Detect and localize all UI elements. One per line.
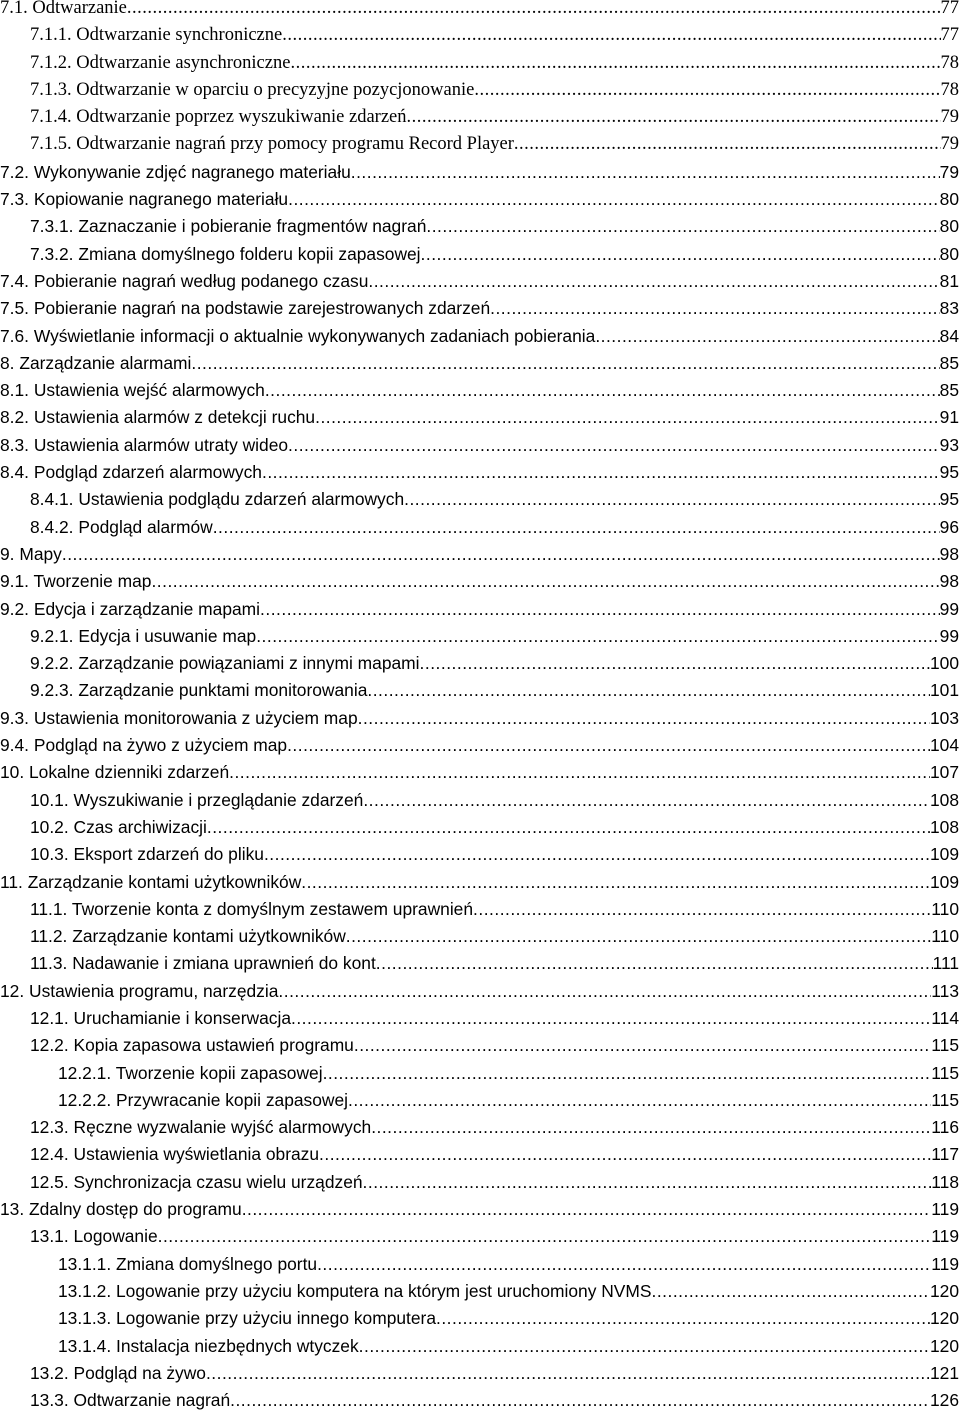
dot-leader bbox=[242, 1196, 932, 1223]
toc-entry-page-number: 80 bbox=[939, 216, 959, 237]
toc-entry-page-number: 95 bbox=[939, 489, 959, 510]
toc-entry-page-number: 119 bbox=[931, 1226, 959, 1247]
toc-entry[interactable] bbox=[0, 759, 960, 786]
toc-entry[interactable] bbox=[0, 268, 960, 295]
toc-entry[interactable] bbox=[0, 568, 960, 595]
toc-entry-page-number: 95 bbox=[939, 462, 959, 483]
toc-entry[interactable] bbox=[0, 787, 960, 814]
toc-entry[interactable] bbox=[0, 459, 960, 486]
dot-leader bbox=[514, 131, 941, 158]
toc-entry-title: 7.4. Pobieranie nagrań według podanego czasu bbox=[0, 270, 369, 291]
toc-entry[interactable] bbox=[0, 650, 960, 677]
dot-leader bbox=[287, 732, 930, 759]
toc-entry-title: 12.4. Ustawienia wyświetlania obrazu bbox=[30, 1144, 320, 1165]
dot-leader bbox=[290, 50, 940, 77]
toc-entry-page-number: 120 bbox=[929, 1308, 959, 1329]
toc-entry-title: 13.3. Odtwarzanie nagrań bbox=[30, 1390, 231, 1411]
toc-entry-title: 9.2.3. Zarządzanie punktami monitorowania bbox=[30, 680, 368, 701]
toc-entry-page-number: 109 bbox=[929, 871, 959, 892]
toc-entry[interactable] bbox=[0, 1196, 960, 1223]
toc-entry-title: 9.2.1. Edycja i usuwanie map bbox=[30, 625, 257, 646]
toc-entry-page-number: 100 bbox=[929, 653, 959, 674]
toc-entry-page-number: 115 bbox=[931, 1035, 959, 1056]
toc-entry-page-number: 116 bbox=[931, 1117, 959, 1138]
toc-entry-title: 13.1. Logowanie bbox=[30, 1226, 158, 1247]
toc-entry-title: 13.1.2. Logowanie przy użyciu komputera na którym jest uruchomiony NVMS bbox=[58, 1280, 652, 1301]
toc-entry-page-number: 80 bbox=[939, 243, 959, 264]
toc-entry-title: 7.3.2. Zmiana domyślnego folderu kopii zapasowej bbox=[30, 243, 421, 264]
dot-leader bbox=[404, 486, 940, 513]
toc-entry-title: 10.1. Wyszukiwanie i przeglądanie zdarzeń bbox=[30, 789, 364, 810]
toc-entry-page-number: 104 bbox=[929, 735, 959, 756]
toc-entry-page-number: 108 bbox=[929, 816, 959, 837]
dot-leader bbox=[264, 841, 930, 868]
toc-entry[interactable] bbox=[0, 432, 960, 459]
toc-entry[interactable] bbox=[0, 50, 960, 77]
toc-entry-title: 13.1.4. Instalacja niezbędnych wtyczek bbox=[58, 1335, 359, 1356]
toc-entry-title: 12.5. Synchronizacja czasu wielu urządzeń bbox=[30, 1171, 363, 1192]
dot-leader bbox=[207, 814, 930, 841]
toc-entry-title: 7.3. Kopiowanie nagranego materiału bbox=[0, 189, 289, 210]
toc-entry[interactable] bbox=[0, 1087, 960, 1114]
dot-leader bbox=[363, 1169, 932, 1196]
dot-leader bbox=[315, 404, 940, 431]
dot-leader bbox=[262, 459, 940, 486]
toc-entry-title: 9. Mapy bbox=[0, 543, 62, 564]
toc-entry-page-number: 110 bbox=[931, 898, 959, 919]
toc-entry-page-number: 99 bbox=[939, 598, 959, 619]
toc-entry[interactable] bbox=[0, 841, 960, 868]
toc-entry-title: 8.4.1. Ustawienia podglądu zdarzeń alarmowych bbox=[30, 489, 405, 510]
toc-entry-title: 10.3. Eksport zdarzeń do pliku bbox=[30, 844, 264, 865]
toc-entry[interactable] bbox=[0, 1141, 960, 1168]
dot-leader bbox=[319, 1141, 931, 1168]
toc-entry-title: 8.4. Podgląd zdarzeń alarmowych bbox=[0, 462, 262, 483]
dot-leader bbox=[421, 241, 940, 268]
toc-entry-page-number: 84 bbox=[939, 325, 959, 346]
toc-entry-title: 7.2. Wykonywanie zdjęć nagranego materiału bbox=[0, 161, 351, 182]
toc-entry-page-number: 93 bbox=[939, 434, 959, 455]
toc-entry-title: 7.1.4. Odtwarzanie poprzez wyszukiwanie zdarzeń bbox=[30, 107, 407, 128]
toc-entry-title: 7.6. Wyświetlanie informacji o aktualnie wykonywanych zadaniach pobierania bbox=[0, 325, 596, 346]
toc-entry-page-number: 91 bbox=[939, 407, 959, 428]
dot-leader bbox=[291, 1005, 931, 1032]
toc-entry[interactable] bbox=[0, 186, 960, 213]
toc-entry-title: 7.1. Odtwarzanie bbox=[0, 0, 127, 18]
toc-entry-title: 9.4. Podgląd na żywo z użyciem map bbox=[0, 735, 288, 756]
toc-entry[interactable] bbox=[0, 131, 960, 158]
toc-entry[interactable] bbox=[0, 486, 960, 513]
toc-entry-title: 7.1.1. Odtwarzanie synchroniczne bbox=[30, 25, 283, 46]
toc-entry-page-number: 121 bbox=[929, 1362, 959, 1383]
toc-entry-page-number: 114 bbox=[931, 1007, 959, 1028]
dot-leader bbox=[359, 1333, 930, 1360]
toc-entry-title: 13. Zdalny dostęp do programu bbox=[0, 1199, 242, 1220]
toc-entry[interactable] bbox=[0, 677, 960, 704]
toc-entry[interactable] bbox=[0, 159, 960, 186]
dot-leader bbox=[346, 923, 932, 950]
toc-entry-title: 7.1.2. Odtwarzanie asynchroniczne bbox=[30, 52, 291, 73]
dot-leader bbox=[191, 350, 939, 377]
toc-entry[interactable] bbox=[0, 1032, 960, 1059]
dot-leader bbox=[474, 77, 940, 104]
toc-entry-title: 9.2. Edycja i zarządzanie mapami bbox=[0, 598, 261, 619]
dot-leader bbox=[206, 1360, 930, 1387]
toc-entry-page-number: 103 bbox=[929, 707, 959, 728]
toc-entry[interactable] bbox=[0, 514, 960, 541]
toc-entry[interactable] bbox=[0, 1005, 960, 1032]
dot-leader bbox=[323, 1060, 932, 1087]
toc-entry[interactable] bbox=[0, 0, 960, 22]
toc-entry[interactable] bbox=[0, 950, 960, 977]
toc-entry[interactable] bbox=[0, 1060, 960, 1087]
toc-entry[interactable] bbox=[0, 1387, 960, 1414]
dot-leader bbox=[367, 677, 930, 704]
dot-leader bbox=[282, 22, 940, 49]
dot-leader bbox=[288, 432, 940, 459]
dot-leader bbox=[371, 1114, 931, 1141]
dot-leader bbox=[420, 650, 930, 677]
toc-entry[interactable] bbox=[0, 404, 960, 431]
toc-entry-title: 12. Ustawienia programu, narzędzia bbox=[0, 980, 279, 1001]
toc-entry-title: 9.3. Ustawienia monitorowania z użyciem map bbox=[0, 707, 358, 728]
toc-entry-page-number: 120 bbox=[929, 1280, 959, 1301]
dot-leader bbox=[354, 1032, 931, 1059]
toc-entry-title: 12.1. Uruchamianie i konserwacja bbox=[30, 1007, 291, 1028]
dot-leader bbox=[288, 186, 940, 213]
toc-entry[interactable] bbox=[0, 1278, 960, 1305]
toc-entry-title: 8.2. Ustawienia alarmów z detekcji ruchu bbox=[0, 407, 316, 428]
toc-entry-page-number: 99 bbox=[939, 625, 959, 646]
toc-entry-title: 11.3. Nadawanie i zmiana uprawnień do kont bbox=[30, 953, 376, 974]
toc-entry[interactable] bbox=[0, 869, 960, 896]
toc-entry-title: 12.2.2. Przywracanie kopii zapasowej bbox=[58, 1089, 348, 1110]
dot-leader bbox=[436, 1305, 930, 1332]
toc-entry[interactable] bbox=[0, 77, 960, 104]
toc-entry[interactable] bbox=[0, 295, 960, 322]
toc-entry-page-number: 117 bbox=[931, 1144, 959, 1165]
toc-entry-page-number: 119 bbox=[931, 1253, 959, 1274]
toc-entry[interactable] bbox=[0, 1305, 960, 1332]
toc-entry-title: 7.1.3. Odtwarzanie w oparciu o precyzyjne pozycjonowanie bbox=[30, 79, 475, 100]
toc-entry-page-number: 98 bbox=[939, 571, 959, 592]
dot-leader bbox=[301, 869, 930, 896]
toc-entry[interactable] bbox=[0, 350, 960, 377]
toc-entry-title: 7.1.5. Odtwarzanie nagrań przy pomocy programu Record Player bbox=[30, 134, 514, 155]
toc-entry-page-number: 77 bbox=[940, 25, 959, 46]
toc-entry[interactable] bbox=[0, 1223, 960, 1250]
dot-leader bbox=[62, 541, 940, 568]
toc-entry-title: 10.2. Czas archiwizacji bbox=[30, 816, 207, 837]
toc-entry[interactable] bbox=[0, 923, 960, 950]
toc-entry[interactable] bbox=[0, 896, 960, 923]
toc-entry-page-number: 115 bbox=[931, 1089, 959, 1110]
dot-leader bbox=[127, 0, 941, 22]
toc-entry-title: 11.2. Zarządzanie kontami użytkowników bbox=[30, 926, 346, 947]
toc-entry-page-number: 83 bbox=[939, 298, 959, 319]
dot-leader bbox=[376, 950, 933, 977]
toc-entry[interactable] bbox=[0, 814, 960, 841]
toc-entry-page-number: 113 bbox=[931, 980, 959, 1001]
toc-entry-title: 12.2.1. Tworzenie kopii zapasowej bbox=[58, 1062, 323, 1083]
toc-entry-page-number: 85 bbox=[939, 380, 959, 401]
toc-entry[interactable] bbox=[0, 323, 960, 350]
toc-entry-title: 7.3.1. Zaznaczanie i pobieranie fragmentów nagrań bbox=[30, 216, 427, 237]
toc-entry-title: 11. Zarządzanie kontami użytkowników bbox=[0, 871, 302, 892]
dot-leader bbox=[652, 1278, 930, 1305]
dot-leader bbox=[256, 623, 939, 650]
toc-entry-page-number: 96 bbox=[939, 516, 959, 537]
toc-entry-page-number: 101 bbox=[929, 680, 959, 701]
toc-entry[interactable] bbox=[0, 104, 960, 131]
toc-entry[interactable] bbox=[0, 705, 960, 732]
toc-entry-page-number: 79 bbox=[939, 161, 959, 182]
toc-entry-title: 8. Zarządzanie alarmami bbox=[0, 352, 192, 373]
toc-entry-page-number: 77 bbox=[940, 0, 959, 18]
toc-entry-page-number: 80 bbox=[939, 189, 959, 210]
dot-leader bbox=[363, 787, 930, 814]
toc-entry[interactable] bbox=[0, 978, 960, 1005]
toc-entry-page-number: 107 bbox=[929, 762, 959, 783]
toc-entry-page-number: 119 bbox=[931, 1199, 959, 1220]
toc-entry-page-number: 110 bbox=[931, 926, 959, 947]
toc-entry-page-number: 98 bbox=[939, 543, 959, 564]
dot-leader bbox=[358, 705, 930, 732]
toc-entry[interactable] bbox=[0, 596, 960, 623]
toc-entry-page-number: 78 bbox=[940, 52, 959, 73]
toc-entry-title: 8.3. Ustawienia alarmów utraty wideo bbox=[0, 434, 289, 455]
dot-leader bbox=[265, 377, 940, 404]
toc-entry[interactable] bbox=[0, 22, 960, 49]
toc-entry-title: 9.1. Tworzenie map bbox=[0, 571, 152, 592]
toc-entry-title: 12.3. Ręczne wyzwalanie wyjść alarmowych bbox=[30, 1117, 372, 1138]
toc-entry-page-number: 81 bbox=[939, 270, 959, 291]
toc-entry-title: 9.2.2. Zarządzanie powiązaniami z innymi mapami bbox=[30, 653, 420, 674]
dot-leader bbox=[426, 213, 939, 240]
toc-entry-title: 12.2. Kopia zapasowa ustawień programu bbox=[30, 1035, 354, 1056]
dot-leader bbox=[490, 295, 940, 322]
toc-entry-title: 11.1. Tworzenie konta z domyślnym zestawem uprawnień bbox=[30, 898, 474, 919]
toc-entry-title: 8.1. Ustawienia wejść alarmowych bbox=[0, 380, 265, 401]
toc-entry-page-number: 120 bbox=[929, 1335, 959, 1356]
toc-entry[interactable] bbox=[0, 377, 960, 404]
dot-leader bbox=[230, 1387, 930, 1414]
toc-entry[interactable] bbox=[0, 732, 960, 759]
toc-entry-page-number: 115 bbox=[931, 1062, 959, 1083]
dot-leader bbox=[351, 159, 940, 186]
toc-entry[interactable] bbox=[0, 1333, 960, 1360]
toc-entry-title: 13.2. Podgląd na żywo bbox=[30, 1362, 206, 1383]
toc-entry-page-number: 111 bbox=[932, 953, 959, 974]
toc-entry-page-number: 126 bbox=[929, 1390, 959, 1411]
toc-entry-title: 13.1.1. Zmiana domyślnego portu bbox=[58, 1253, 318, 1274]
dot-leader bbox=[260, 596, 940, 623]
toc-entry-page-number: 85 bbox=[939, 352, 959, 373]
toc-entry[interactable] bbox=[0, 241, 960, 268]
toc-entry-title: 7.5. Pobieranie nagrań na podstawie zarejestrowanych zdarzeń bbox=[0, 298, 491, 319]
toc-entry-page-number: 79 bbox=[940, 134, 959, 155]
toc-entry[interactable] bbox=[0, 1169, 960, 1196]
toc-entry-page-number: 108 bbox=[929, 789, 959, 810]
dot-leader bbox=[213, 514, 940, 541]
dot-leader bbox=[317, 1251, 931, 1278]
dot-leader bbox=[348, 1087, 931, 1114]
toc-entry[interactable] bbox=[0, 1360, 960, 1387]
toc-entry[interactable] bbox=[0, 1114, 960, 1141]
toc-entry-title: 13.1.3. Logowanie przy użyciu innego komputera bbox=[58, 1308, 437, 1329]
toc-entry[interactable] bbox=[0, 623, 960, 650]
toc-entry[interactable] bbox=[0, 213, 960, 240]
toc-entry-title: 10. Lokalne dzienniki zdarzeń bbox=[0, 762, 230, 783]
toc-entry-title: 8.4.2. Podgląd alarmów bbox=[30, 516, 213, 537]
toc-entry[interactable] bbox=[0, 541, 960, 568]
dot-leader bbox=[158, 1223, 932, 1250]
dot-leader bbox=[368, 268, 939, 295]
dot-leader bbox=[278, 978, 931, 1005]
toc-entry-page-number: 79 bbox=[940, 107, 959, 128]
toc-entry-page-number: 78 bbox=[940, 79, 959, 100]
toc-entry-page-number: 118 bbox=[931, 1171, 959, 1192]
toc-entry-page-number: 109 bbox=[929, 844, 959, 865]
dot-leader bbox=[229, 759, 930, 786]
dot-leader bbox=[151, 568, 939, 595]
dot-leader bbox=[595, 323, 939, 350]
dot-leader bbox=[473, 896, 931, 923]
toc-entry[interactable] bbox=[0, 1251, 960, 1278]
dot-leader bbox=[407, 104, 941, 131]
